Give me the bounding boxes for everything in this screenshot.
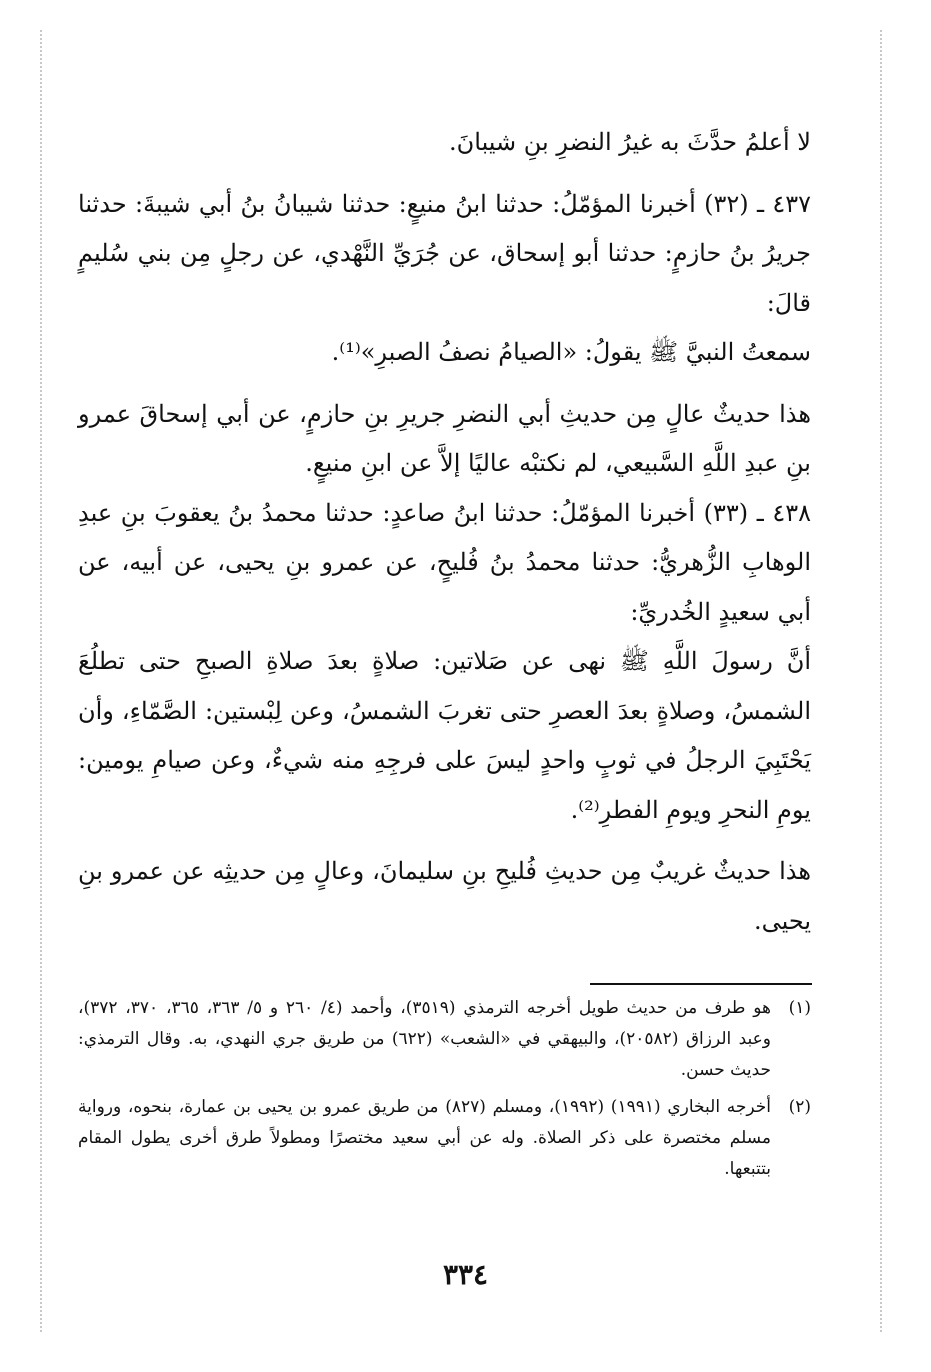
footnote-marker: (١) xyxy=(788,998,811,1018)
paragraph-hadith-438-text: أنَّ رسولَ اللَّهِ ﷺ نهى عن صَلاتين: صلاةٍ بعدَ صلاةِ الصبحِ حتى تطلُعَ الشمسُ، وصلاةٍ بعدَ العصرِ حتى تغربَ الشمسُ، وعن لِبْستين: الصَّمّاءِ، وأن يَحْتَبِيَ الرجلُ في ثوبٍ واحدٍ ليسَ على فرجِهِ منه شيءٌ، وعن صيامِ يومين: يومِ النحرِ ويومِ الفطرِ⁽²⁾. xyxy=(78,647,811,824)
paragraph-hadith-437-chain: ٤٣٧ ـ (٣٢) أخبرنا المؤمّلُ: حدثنا ابنُ منيعٍ: حدثنا شيبانُ بنُ أبي شيبةَ: حدثنا جريرُ بنُ حازمٍ: حدثنا أبو إسحاق، عن جُرَيِّ النَّهْدي، عن رجلٍ مِن بني سُليمٍ قالَ: xyxy=(78,189,811,317)
scan-edge-line-left xyxy=(40,30,42,1332)
paragraph-hadith-438-comment: هذا حديثٌ غريبٌ مِن حديثِ فُليحِ بنِ سليمانَ، وعالٍ مِن حديثِه عن عمرو بنِ يحيى. xyxy=(78,857,811,935)
paragraph-closing-remark: لا أعلمُ حدَّثَ به غيرُ النضرِ بنِ شيبانَ. xyxy=(449,128,811,156)
footnote-item xyxy=(78,1092,811,1185)
footnote-item xyxy=(78,993,811,1086)
footnote-separator xyxy=(590,983,812,985)
footnote-marker: (٢) xyxy=(788,1097,811,1117)
scan-edge-line-right xyxy=(880,30,882,1332)
footnote-text: هو طرف من حديث طويل أخرجه الترمذي (٣٥١٩)، وأحمد (٤/ ٢٦٠ و ٥/ ٣٦٣، ٣٦٥، ٣٧٠، ٣٧٢)، وعبد الرزاق (٢٠٥٨٢)، والبيهقي في «الشعب» (٦٢٢) من طريق جري النهدي، به. وقال الترمذي: حديث حسن. xyxy=(78,998,771,1080)
paragraph-hadith-438-chain: ٤٣٨ ـ (٣٣) أخبرنا المؤمّلُ: حدثنا ابنُ صاعدٍ: حدثنا محمدُ بنُ يعقوبَ بنِ عبدِ الوهابِ الزُّهريُّ: حدثنا محمدُ بنُ فُليحٍ، عن عمرو بنِ يحيى، عن أبيه، عن أبي سعيدٍ الخُدريِّ: xyxy=(78,498,811,626)
page-number: ٣٣٤ xyxy=(442,1258,489,1291)
paragraph-hadith-437-text: سمعتُ النبيَّ ﷺ يقولُ: «الصيامُ نصفُ الصبرِ»⁽¹⁾. xyxy=(331,338,811,366)
footnotes xyxy=(78,993,811,1191)
main-text xyxy=(78,118,811,946)
footnote-text: أخرجه البخاري (١٩٩١) (١٩٩٢)، ومسلم (٨٢٧) من طريق عمرو بن يحيى بن عمارة، بنحوه، ورواية مسلم مختصرة على ذكر الصلاة. وله عن أبي سعيد مختصرًا ومطولاً طرق أخرى يطول المقام بتتبعها. xyxy=(78,1097,771,1179)
paragraph-hadith-437-comment: هذا حديثٌ عالٍ مِن حديثِ أبي النضرِ جريرِ بنِ حازمٍ، عن أبي إسحاقَ عمرو بنِ عبدِ اللَّهِ السَّبيعي، لم نكتبْه عاليًا إلاَّ عن ابنِ منيعٍ. xyxy=(78,399,811,477)
